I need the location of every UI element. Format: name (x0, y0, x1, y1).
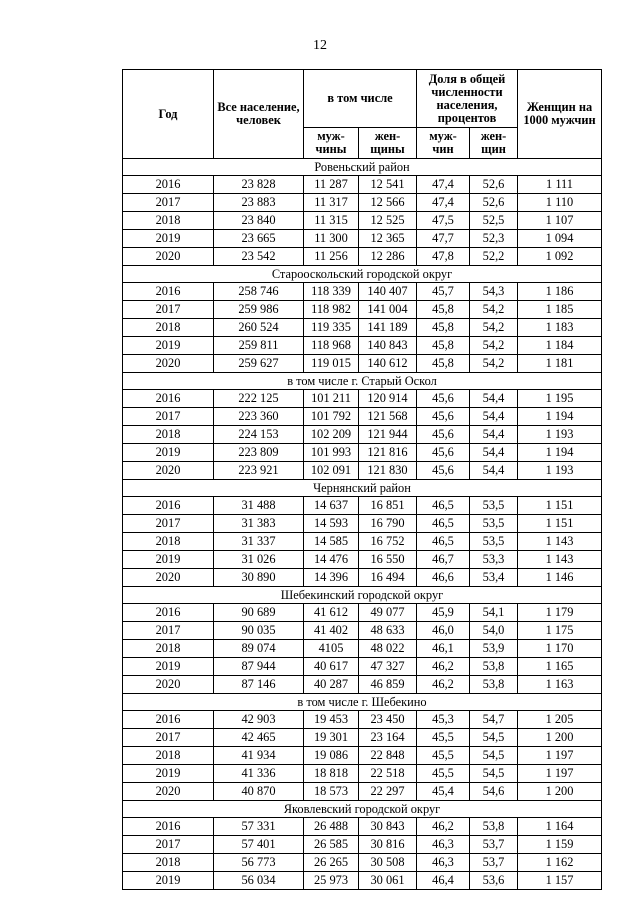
ratio-cell: 1 179 (518, 604, 602, 622)
year-cell: 2019 (123, 444, 214, 462)
year-cell: 2019 (123, 337, 214, 355)
men-cell: 11 287 (304, 176, 359, 194)
men-cell: 14 637 (304, 497, 359, 515)
total-cell: 31 026 (214, 551, 304, 569)
total-cell: 23 840 (214, 212, 304, 230)
section-header-row (123, 373, 602, 390)
men-cell: 4105 (304, 640, 359, 658)
men-share-cell: 46,3 (417, 836, 470, 854)
year-cell: 2016 (123, 711, 214, 729)
women-cell: 12 525 (359, 212, 417, 230)
table-row (123, 337, 602, 355)
header-women-share: жен- щин (470, 128, 518, 159)
table-row (123, 658, 602, 676)
ratio-cell: 1 146 (518, 569, 602, 587)
year-cell: 2016 (123, 497, 214, 515)
table-row (123, 676, 602, 694)
ratio-cell: 1 185 (518, 301, 602, 319)
men-cell: 18 573 (304, 783, 359, 801)
ratio-cell: 1 143 (518, 533, 602, 551)
total-cell: 224 153 (214, 426, 304, 444)
year-cell: 2019 (123, 230, 214, 248)
men-share-cell: 45,5 (417, 765, 470, 783)
men-share-cell: 45,5 (417, 729, 470, 747)
table-row (123, 248, 602, 266)
women-share-cell: 54,6 (470, 783, 518, 801)
year-cell: 2016 (123, 283, 214, 301)
ratio-cell: 1 094 (518, 230, 602, 248)
section-header-row (123, 801, 602, 818)
ratio-cell: 1 197 (518, 765, 602, 783)
men-cell: 11 300 (304, 230, 359, 248)
year-cell: 2019 (123, 872, 214, 890)
women-cell: 23 164 (359, 729, 417, 747)
men-cell: 118 968 (304, 337, 359, 355)
women-cell: 47 327 (359, 658, 417, 676)
table-row (123, 836, 602, 854)
women-share-cell: 52,6 (470, 194, 518, 212)
table-row (123, 462, 602, 480)
year-cell: 2019 (123, 765, 214, 783)
men-cell: 18 818 (304, 765, 359, 783)
table-row (123, 604, 602, 622)
women-cell: 16 550 (359, 551, 417, 569)
men-share-cell: 45,8 (417, 301, 470, 319)
women-share-cell: 54,0 (470, 622, 518, 640)
men-cell: 119 015 (304, 355, 359, 373)
women-cell: 121 830 (359, 462, 417, 480)
header-women: жен- щины (359, 128, 417, 159)
year-cell: 2016 (123, 176, 214, 194)
section-title: в том числе г. Шебекино (123, 694, 602, 711)
section-title: Яковлевский городской округ (123, 801, 602, 818)
women-cell: 46 859 (359, 676, 417, 694)
ratio-cell: 1 157 (518, 872, 602, 890)
section-title: в том числе г. Старый Оскол (123, 373, 602, 390)
header-women-per-1000-men: Женщин на 1000 мужчин (518, 70, 602, 159)
year-cell: 2019 (123, 658, 214, 676)
ratio-cell: 1 143 (518, 551, 602, 569)
men-share-cell: 46,6 (417, 569, 470, 587)
women-cell: 140 843 (359, 337, 417, 355)
women-cell: 12 365 (359, 230, 417, 248)
total-cell: 23 542 (214, 248, 304, 266)
year-cell: 2017 (123, 194, 214, 212)
ratio-cell: 1 186 (518, 283, 602, 301)
women-cell: 30 061 (359, 872, 417, 890)
women-share-cell: 54,4 (470, 426, 518, 444)
year-cell: 2020 (123, 462, 214, 480)
men-cell: 101 211 (304, 390, 359, 408)
women-cell: 12 541 (359, 176, 417, 194)
women-cell: 121 816 (359, 444, 417, 462)
women-cell: 121 944 (359, 426, 417, 444)
women-cell: 12 286 (359, 248, 417, 266)
table-row (123, 230, 602, 248)
men-share-cell: 46,2 (417, 818, 470, 836)
women-share-cell: 54,5 (470, 729, 518, 747)
ratio-cell: 1 165 (518, 658, 602, 676)
women-cell: 23 450 (359, 711, 417, 729)
men-share-cell: 45,6 (417, 426, 470, 444)
table-row (123, 283, 602, 301)
total-cell: 31 337 (214, 533, 304, 551)
total-cell: 87 944 (214, 658, 304, 676)
table-body (123, 159, 602, 890)
ratio-cell: 1 163 (518, 676, 602, 694)
table-row (123, 622, 602, 640)
men-cell: 19 086 (304, 747, 359, 765)
table-row (123, 497, 602, 515)
women-cell: 22 518 (359, 765, 417, 783)
table-row (123, 301, 602, 319)
table-row (123, 640, 602, 658)
women-share-cell: 53,4 (470, 569, 518, 587)
total-cell: 259 811 (214, 337, 304, 355)
total-cell: 57 401 (214, 836, 304, 854)
table-row (123, 408, 602, 426)
men-cell: 40 617 (304, 658, 359, 676)
section-header-row (123, 266, 602, 283)
men-cell: 41 402 (304, 622, 359, 640)
table-row (123, 515, 602, 533)
men-share-cell: 45,5 (417, 747, 470, 765)
ratio-cell: 1 175 (518, 622, 602, 640)
header-total-population: Все население, человек (214, 70, 304, 159)
total-cell: 223 921 (214, 462, 304, 480)
table-row (123, 854, 602, 872)
year-cell: 2018 (123, 319, 214, 337)
men-cell: 118 982 (304, 301, 359, 319)
men-cell: 14 476 (304, 551, 359, 569)
table-row (123, 194, 602, 212)
men-cell: 119 335 (304, 319, 359, 337)
section-title: Шебекинский городской округ (123, 587, 602, 604)
women-share-cell: 52,6 (470, 176, 518, 194)
men-cell: 41 612 (304, 604, 359, 622)
year-cell: 2017 (123, 515, 214, 533)
year-cell: 2017 (123, 729, 214, 747)
men-share-cell: 45,6 (417, 444, 470, 462)
total-cell: 41 934 (214, 747, 304, 765)
men-cell: 118 339 (304, 283, 359, 301)
total-cell: 90 035 (214, 622, 304, 640)
table-row (123, 212, 602, 230)
year-cell: 2017 (123, 408, 214, 426)
men-share-cell: 47,4 (417, 194, 470, 212)
total-cell: 41 336 (214, 765, 304, 783)
ratio-cell: 1 205 (518, 711, 602, 729)
men-share-cell: 47,4 (417, 176, 470, 194)
year-cell: 2020 (123, 355, 214, 373)
women-share-cell: 54,1 (470, 604, 518, 622)
women-share-cell: 54,2 (470, 319, 518, 337)
men-share-cell: 46,7 (417, 551, 470, 569)
men-share-cell: 47,7 (417, 230, 470, 248)
women-share-cell: 54,2 (470, 301, 518, 319)
men-share-cell: 46,2 (417, 658, 470, 676)
women-cell: 141 189 (359, 319, 417, 337)
women-cell: 140 612 (359, 355, 417, 373)
year-cell: 2018 (123, 640, 214, 658)
table-row (123, 711, 602, 729)
men-cell: 14 593 (304, 515, 359, 533)
women-share-cell: 52,5 (470, 212, 518, 230)
total-cell: 23 665 (214, 230, 304, 248)
year-cell: 2018 (123, 426, 214, 444)
table-row (123, 390, 602, 408)
ratio-cell: 1 194 (518, 444, 602, 462)
women-cell: 48 633 (359, 622, 417, 640)
total-cell: 258 746 (214, 283, 304, 301)
men-cell: 11 256 (304, 248, 359, 266)
men-cell: 11 317 (304, 194, 359, 212)
women-share-cell: 53,9 (470, 640, 518, 658)
men-cell: 101 792 (304, 408, 359, 426)
women-share-cell: 53,8 (470, 818, 518, 836)
women-share-cell: 54,2 (470, 355, 518, 373)
men-share-cell: 46,3 (417, 854, 470, 872)
women-cell: 22 297 (359, 783, 417, 801)
year-cell: 2017 (123, 836, 214, 854)
ratio-cell: 1 193 (518, 462, 602, 480)
year-cell: 2017 (123, 301, 214, 319)
section-title: Ровеньский район (123, 159, 602, 176)
men-share-cell: 45,6 (417, 462, 470, 480)
total-cell: 87 146 (214, 676, 304, 694)
ratio-cell: 1 183 (518, 319, 602, 337)
women-share-cell: 54,4 (470, 408, 518, 426)
table-row (123, 747, 602, 765)
table-row (123, 533, 602, 551)
ratio-cell: 1 111 (518, 176, 602, 194)
year-cell: 2018 (123, 533, 214, 551)
total-cell: 31 488 (214, 497, 304, 515)
total-cell: 57 331 (214, 818, 304, 836)
men-share-cell: 45,6 (417, 408, 470, 426)
women-cell: 49 077 (359, 604, 417, 622)
ratio-cell: 1 151 (518, 515, 602, 533)
header-men-share: муж- чин (417, 128, 470, 159)
total-cell: 30 890 (214, 569, 304, 587)
year-cell: 2019 (123, 551, 214, 569)
men-cell: 26 265 (304, 854, 359, 872)
women-share-cell: 53,5 (470, 533, 518, 551)
total-cell: 23 828 (214, 176, 304, 194)
ratio-cell: 1 195 (518, 390, 602, 408)
ratio-cell: 1 193 (518, 426, 602, 444)
women-share-cell: 53,8 (470, 658, 518, 676)
men-share-cell: 46,4 (417, 872, 470, 890)
women-share-cell: 53,5 (470, 515, 518, 533)
men-cell: 11 315 (304, 212, 359, 230)
year-cell: 2020 (123, 569, 214, 587)
men-share-cell: 46,5 (417, 533, 470, 551)
men-share-cell: 47,8 (417, 248, 470, 266)
year-cell: 2020 (123, 783, 214, 801)
total-cell: 23 883 (214, 194, 304, 212)
men-share-cell: 46,5 (417, 497, 470, 515)
women-share-cell: 54,2 (470, 337, 518, 355)
ratio-cell: 1 159 (518, 836, 602, 854)
men-share-cell: 45,3 (417, 711, 470, 729)
men-cell: 19 301 (304, 729, 359, 747)
women-share-cell: 53,3 (470, 551, 518, 569)
men-share-cell: 45,8 (417, 337, 470, 355)
women-share-cell: 53,6 (470, 872, 518, 890)
table-row (123, 176, 602, 194)
women-cell: 16 494 (359, 569, 417, 587)
section-title: Старооскольский городской округ (123, 266, 602, 283)
header-including: в том числе (304, 70, 417, 128)
ratio-cell: 1 092 (518, 248, 602, 266)
section-header-row (123, 587, 602, 604)
men-share-cell: 45,8 (417, 319, 470, 337)
total-cell: 260 524 (214, 319, 304, 337)
men-share-cell: 46,5 (417, 515, 470, 533)
table-row (123, 872, 602, 890)
year-cell: 2018 (123, 212, 214, 230)
women-share-cell: 53,7 (470, 836, 518, 854)
women-cell: 30 816 (359, 836, 417, 854)
ratio-cell: 1 200 (518, 729, 602, 747)
women-cell: 141 004 (359, 301, 417, 319)
ratio-cell: 1 151 (518, 497, 602, 515)
total-cell: 56 773 (214, 854, 304, 872)
men-share-cell: 45,6 (417, 390, 470, 408)
ratio-cell: 1 164 (518, 818, 602, 836)
total-cell: 90 689 (214, 604, 304, 622)
total-cell: 223 809 (214, 444, 304, 462)
total-cell: 223 360 (214, 408, 304, 426)
table-row (123, 426, 602, 444)
men-share-cell: 46,2 (417, 676, 470, 694)
women-share-cell: 52,3 (470, 230, 518, 248)
header-share: Доля в общей численности населения, процентов (417, 70, 518, 128)
men-share-cell: 45,7 (417, 283, 470, 301)
table-row (123, 729, 602, 747)
women-share-cell: 53,5 (470, 497, 518, 515)
women-share-cell: 54,4 (470, 444, 518, 462)
total-cell: 56 034 (214, 872, 304, 890)
table-row (123, 569, 602, 587)
total-cell: 40 870 (214, 783, 304, 801)
women-cell: 121 568 (359, 408, 417, 426)
year-cell: 2018 (123, 854, 214, 872)
men-share-cell: 46,1 (417, 640, 470, 658)
men-share-cell: 45,9 (417, 604, 470, 622)
women-share-cell: 54,5 (470, 765, 518, 783)
table-row (123, 319, 602, 337)
ratio-cell: 1 107 (518, 212, 602, 230)
table-row (123, 355, 602, 373)
year-cell: 2020 (123, 248, 214, 266)
men-share-cell: 47,5 (417, 212, 470, 230)
women-cell: 16 790 (359, 515, 417, 533)
women-cell: 22 848 (359, 747, 417, 765)
men-cell: 14 585 (304, 533, 359, 551)
ratio-cell: 1 181 (518, 355, 602, 373)
year-cell: 2016 (123, 604, 214, 622)
men-cell: 101 993 (304, 444, 359, 462)
women-share-cell: 54,7 (470, 711, 518, 729)
men-cell: 14 396 (304, 569, 359, 587)
year-cell: 2018 (123, 747, 214, 765)
section-title: Чернянский район (123, 480, 602, 497)
ratio-cell: 1 110 (518, 194, 602, 212)
women-share-cell: 54,4 (470, 462, 518, 480)
year-cell: 2016 (123, 390, 214, 408)
women-cell: 12 566 (359, 194, 417, 212)
women-cell: 16 851 (359, 497, 417, 515)
section-header-row (123, 159, 602, 176)
men-cell: 102 091 (304, 462, 359, 480)
table-row (123, 444, 602, 462)
total-cell: 222 125 (214, 390, 304, 408)
table-row (123, 765, 602, 783)
women-share-cell: 54,3 (470, 283, 518, 301)
women-cell: 16 752 (359, 533, 417, 551)
ratio-cell: 1 200 (518, 783, 602, 801)
men-share-cell: 45,8 (417, 355, 470, 373)
men-cell: 40 287 (304, 676, 359, 694)
header-men: муж- чины (304, 128, 359, 159)
year-cell: 2016 (123, 818, 214, 836)
men-cell: 25 973 (304, 872, 359, 890)
ratio-cell: 1 194 (518, 408, 602, 426)
section-header-row (123, 480, 602, 497)
total-cell: 42 465 (214, 729, 304, 747)
total-cell: 31 383 (214, 515, 304, 533)
men-share-cell: 45,4 (417, 783, 470, 801)
year-cell: 2017 (123, 622, 214, 640)
women-share-cell: 54,5 (470, 747, 518, 765)
men-cell: 102 209 (304, 426, 359, 444)
men-cell: 26 488 (304, 818, 359, 836)
women-cell: 120 914 (359, 390, 417, 408)
section-header-row (123, 694, 602, 711)
women-share-cell: 53,8 (470, 676, 518, 694)
ratio-cell: 1 162 (518, 854, 602, 872)
total-cell: 42 903 (214, 711, 304, 729)
page-number: 12 (313, 38, 327, 53)
total-cell: 259 627 (214, 355, 304, 373)
women-cell: 30 508 (359, 854, 417, 872)
table-row (123, 783, 602, 801)
men-cell: 26 585 (304, 836, 359, 854)
ratio-cell: 1 170 (518, 640, 602, 658)
women-share-cell: 52,2 (470, 248, 518, 266)
table-row (123, 818, 602, 836)
women-cell: 30 843 (359, 818, 417, 836)
population-table (122, 69, 602, 890)
women-share-cell: 53,7 (470, 854, 518, 872)
men-cell: 19 453 (304, 711, 359, 729)
women-share-cell: 54,4 (470, 390, 518, 408)
total-cell: 259 986 (214, 301, 304, 319)
ratio-cell: 1 197 (518, 747, 602, 765)
ratio-cell: 1 184 (518, 337, 602, 355)
women-cell: 140 407 (359, 283, 417, 301)
women-cell: 48 022 (359, 640, 417, 658)
table-row (123, 551, 602, 569)
header-year: Год (123, 70, 214, 159)
year-cell: 2020 (123, 676, 214, 694)
total-cell: 89 074 (214, 640, 304, 658)
men-share-cell: 46,0 (417, 622, 470, 640)
